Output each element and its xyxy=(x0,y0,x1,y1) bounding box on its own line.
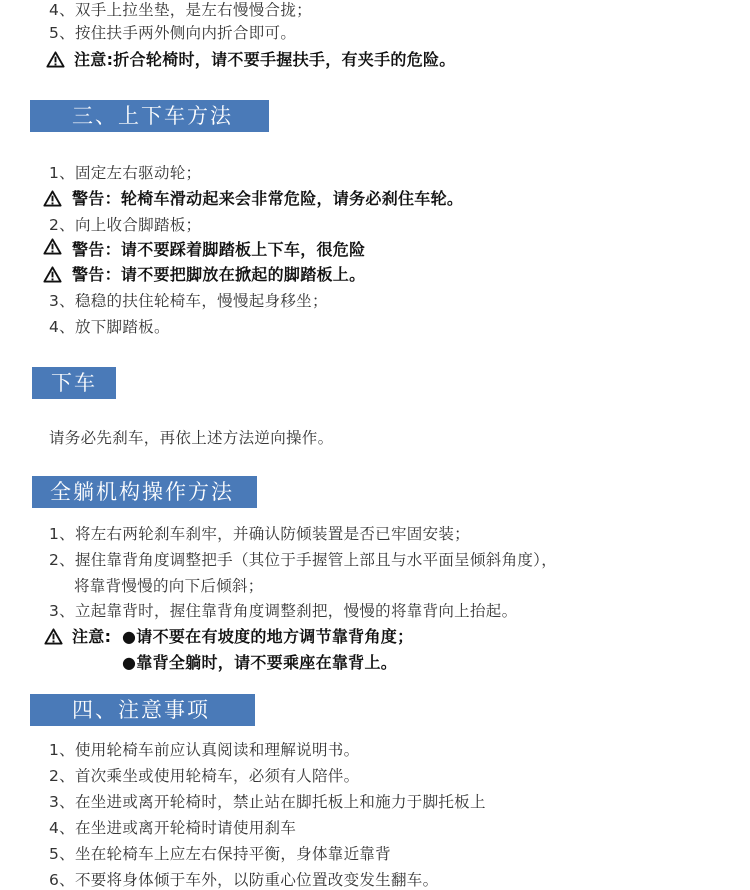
section-header: 三、上下车方法 xyxy=(30,100,269,132)
note-text: 靠背全躺时，请不要乘座在靠背上。 xyxy=(136,653,398,672)
fold-step: 5、按住扶手两外侧向内折合即可。 xyxy=(49,24,297,42)
list-item: 4、在坐进或离开轮椅时请使用刹车 xyxy=(49,819,297,837)
bullet: ● xyxy=(122,627,137,646)
list-item: 4、放下脚踏板。 xyxy=(49,318,170,336)
warning-text: 警告：请不要踩着脚踏板上下车，很危险 xyxy=(72,240,366,259)
list-item: 2、首次乘坐或使用轮椅车，必须有人陪伴。 xyxy=(49,767,360,785)
fold-step: 4、双手上拉坐垫，是左右慢慢合拢； xyxy=(49,1,312,19)
note-item xyxy=(122,627,413,647)
section-header: 全躺机构操作方法 xyxy=(32,476,257,508)
list-item: 2、向上收合脚踏板； xyxy=(49,216,202,234)
warning-triangle-icon xyxy=(43,266,62,283)
section-header: 四、注意事项 xyxy=(30,694,255,726)
warning-triangle-icon xyxy=(43,238,62,255)
warning-triangle-icon xyxy=(46,51,65,68)
bullet: ● xyxy=(122,653,137,672)
list-item: 3、稳稳的扶住轮椅车，慢慢起身移坐； xyxy=(49,292,328,310)
list-item: 5、坐在轮椅车上应左右保持平衡，身体靠近靠背 xyxy=(49,845,391,863)
note-text: 请不要在有坡度的地方调节靠背角度； xyxy=(136,627,414,646)
list-item: 3、立起靠背时，握住靠背角度调整刹把，慢慢的将靠背向上抬起。 xyxy=(49,602,518,620)
list-item: 2、握住靠背角度调整把手（其位于手握管上部且与水平面呈倾斜角度）， xyxy=(49,551,558,569)
list-item: 1、使用轮椅车前应认真阅读和理解说明书。 xyxy=(49,741,360,759)
list-item: 1、将左右两轮刹车刹牢，并确认防倾装置是否已牢固安装； xyxy=(49,525,470,543)
note-label: 注意: xyxy=(72,627,112,646)
list-item: 1、固定左右驱动轮； xyxy=(49,164,202,182)
note-item xyxy=(122,653,397,673)
list-item: 6、不要将身体倾于车外，以防重心位置改变发生翻车。 xyxy=(49,871,439,889)
warning-text: 警告：请不要把脚放在掀起的脚踏板上。 xyxy=(72,265,366,284)
list-item: 将靠背慢慢的向下后倾斜； xyxy=(74,577,264,595)
section-header: 下车 xyxy=(32,367,116,399)
fold-note: 注意:折合轮椅时，请不要手握扶手，有夹手的危险。 xyxy=(74,50,456,69)
warning-triangle-icon xyxy=(44,628,63,645)
list-item: 3、在坐进或离开轮椅时，禁止站在脚托板上和施力于脚托板上 xyxy=(49,793,486,811)
getoff-text: 请务必先刹车，再依上述方法逆向操作。 xyxy=(49,429,334,447)
warning-text: 警告：轮椅车滑动起来会非常危险，请务必刹住车轮。 xyxy=(72,189,464,208)
warning-triangle-icon xyxy=(43,190,62,207)
